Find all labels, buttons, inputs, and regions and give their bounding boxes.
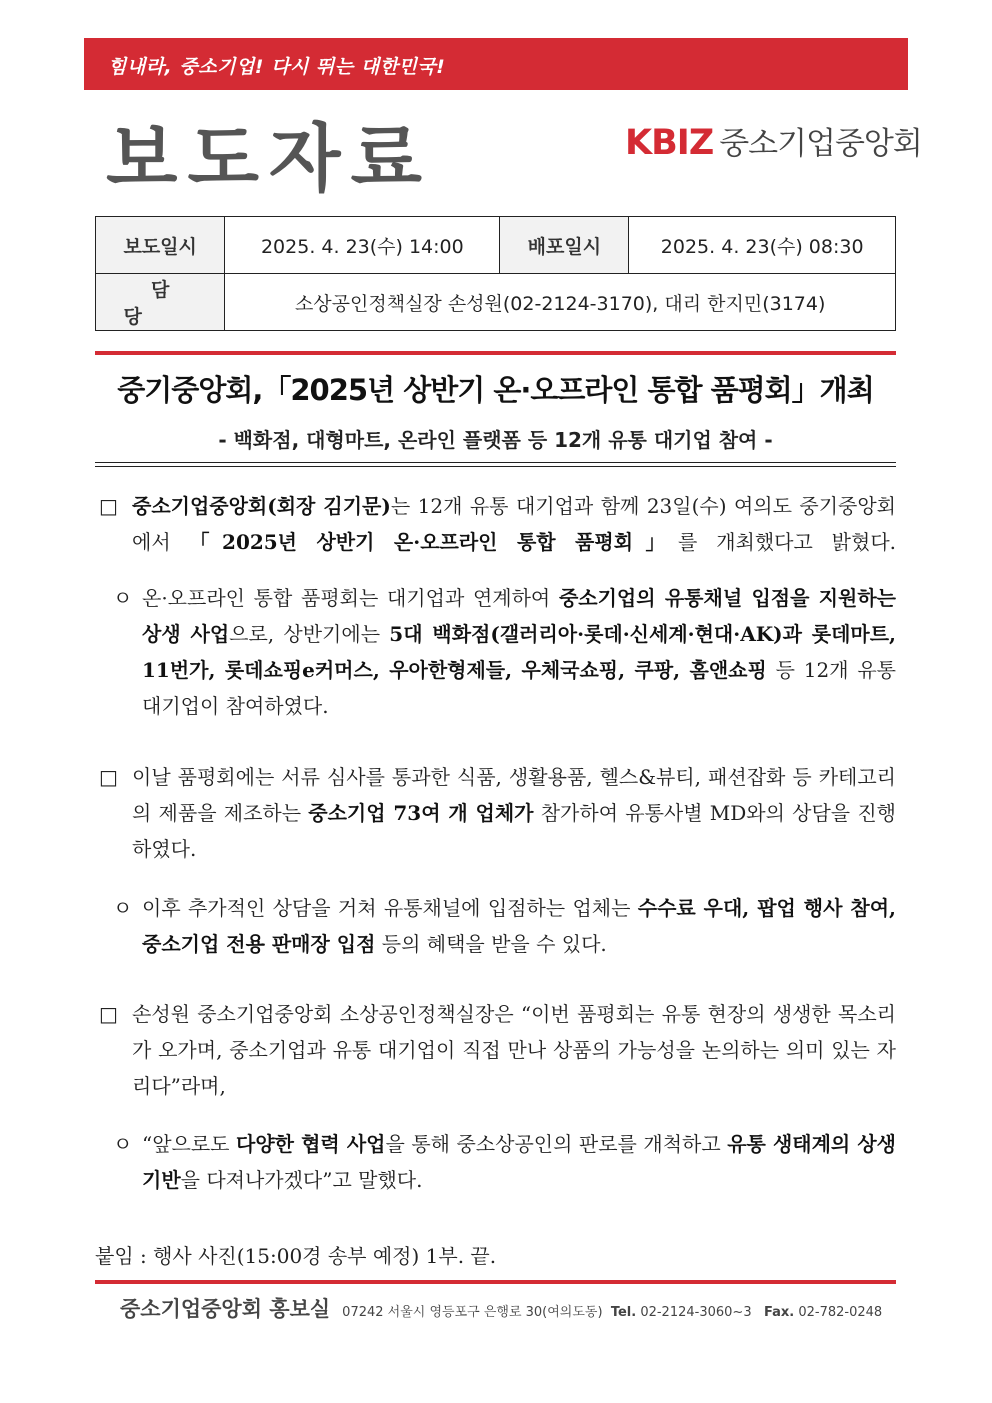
footer-address: 07242 서울시 영등포구 은행로 30(여의도동) <box>342 1305 603 1320</box>
p1-text-2: 를 개최했다고 밝혔다. <box>678 530 896 554</box>
footer-fax: 02-782-0248 <box>798 1305 883 1320</box>
p2-text-1: 이날 품평회에는 서류 심사를 통과한 식품, 생활용품, 헬스&뷰티, 패션잡화 등 카테고리의 제품을 제조하는 <box>132 765 896 825</box>
footer-contact <box>342 1301 882 1320</box>
dist-value: 2025. 4. 23(수) 08:30 <box>629 217 896 274</box>
slogan-text: 힘내라, 중소기업! 다시 뛰는 대한민국! <box>108 56 446 78</box>
footer-tel: 02-2124-3060~3 <box>640 1305 752 1320</box>
kbiz-logo <box>625 118 922 163</box>
p2-bold-1: 중소기업 73여 개 업체가 <box>308 801 534 825</box>
p3a-bold-1: 다양한 협력 사업 <box>236 1132 386 1156</box>
subheadline: - 백화점, 대형마트, 온라인 플랫폼 등 12개 유통 대기업 참여 - <box>218 428 773 452</box>
p3a-bold-2: 유통 생태계의 상생 기반 <box>142 1132 896 1192</box>
bullet-circle-1: ㅇ <box>113 586 133 610</box>
headline-divider-double <box>95 462 896 467</box>
p1-bold-1: 중소기업중앙회(회장 김기문) <box>132 494 391 518</box>
bullet-circle-2: ㅇ <box>113 896 133 920</box>
p3a-text-1: “앞으로도 <box>142 1132 237 1156</box>
bullet-circle-3: ㅇ <box>113 1132 133 1156</box>
contact-value: 소상공인정책실장 손성원(02-2124-3170), 대리 한지민(3174) <box>225 274 896 331</box>
p1a-text-2: 으로, 상반기에는 <box>229 622 390 646</box>
p3a-text-2: 을 통해 중소상공인의 판로를 개척하고 <box>385 1132 728 1156</box>
p1a-text-3: 등 12개 유통 대기업이 참여하였다. <box>142 658 896 718</box>
p3a-text-3: 을 다져나가겠다”고 말했다. <box>180 1168 423 1192</box>
slogan-banner <box>84 38 908 90</box>
p3-text-1: 손성원 중소기업중앙회 소상공인정책실장은 “이번 품평회는 유통 현장의 생생한 목소리가 오가며, 중소기업과 유통 대기업이 직접 만나 상품의 가능성을 논의하는 의미 있는 자리다”라며, <box>132 1002 896 1098</box>
footer-fax-label: Fax. <box>764 1305 795 1320</box>
kbiz-logo-org: 중소기업중앙회 <box>719 126 922 162</box>
footer <box>120 1293 882 1323</box>
p1a-text-1: 온·오프라인 통합 품평회는 대기업과 연계하여 <box>142 586 559 610</box>
bullet-square-1: □ <box>99 494 118 518</box>
p1a-bold-1: 중소기업의 유통채널 입점을 지원하는 상생 사업 <box>142 586 896 646</box>
paragraph-3a <box>142 1126 896 1198</box>
p2a-bold-1: 수수료 우대, 팝업 행사 참여, 중소기업 전용 판매장 입점 <box>142 896 896 956</box>
bullet-square-2: □ <box>99 765 118 789</box>
release-info-table <box>95 216 896 331</box>
kbiz-logo-mark: KBIZ <box>625 123 714 163</box>
dist-label: 배포일시 <box>500 217 629 274</box>
paragraph-3 <box>132 996 896 1104</box>
release-label: 보도일시 <box>96 217 225 274</box>
paragraph-1 <box>132 488 896 560</box>
headline: 중기중앙회,「2025년 상반기 온·오프라인 통합 품평회」개최 <box>117 373 874 407</box>
doc-title: 보도자료 <box>106 116 432 202</box>
paragraph-2a <box>142 890 896 962</box>
bullet-square-3: □ <box>99 1002 118 1026</box>
footer-dept: 중소기업중앙회 홍보실 <box>120 1297 331 1321</box>
header-divider-red <box>95 351 896 355</box>
contact-row <box>96 274 896 331</box>
footer-divider-red <box>95 1280 896 1284</box>
p2a-text-1: 이후 추가적인 상담을 거쳐 유통채널에 입점하는 업체는 <box>142 896 638 920</box>
p1a-bold-2: 5대 백화점(갤러리아·롯데·신세계·현대·AK)과 롯데마트, 11번가, 롯데쇼핑e커머스, 우아한형제들, 우체국쇼핑, 쿠팡, 홈앤쇼핑 <box>142 622 896 682</box>
attachment-note: 붙임 : 행사 사진(15:00경 송부 예정) 1부. 끝. <box>95 1244 497 1268</box>
paragraph-2 <box>132 759 896 867</box>
footer-tel-label: Tel. <box>610 1305 637 1320</box>
release-row <box>96 217 896 274</box>
p1-bold-2: 「2025년 상반기 온·오프라인 통합 품평회」 <box>189 530 679 554</box>
p1-text-1: 는 12개 유통 대기업과 함께 23일(수) 여의도 중기중앙회에서 <box>132 494 897 554</box>
paragraph-1a <box>142 580 896 724</box>
contact-label: 담당 <box>96 274 225 331</box>
p2-text-2: 참가하여 유통사별 MD와의 상담을 진행하였다. <box>132 801 896 861</box>
p2a-text-2: 등의 혜택을 받을 수 있다. <box>375 932 607 956</box>
release-value: 2025. 4. 23(수) 14:00 <box>225 217 500 274</box>
